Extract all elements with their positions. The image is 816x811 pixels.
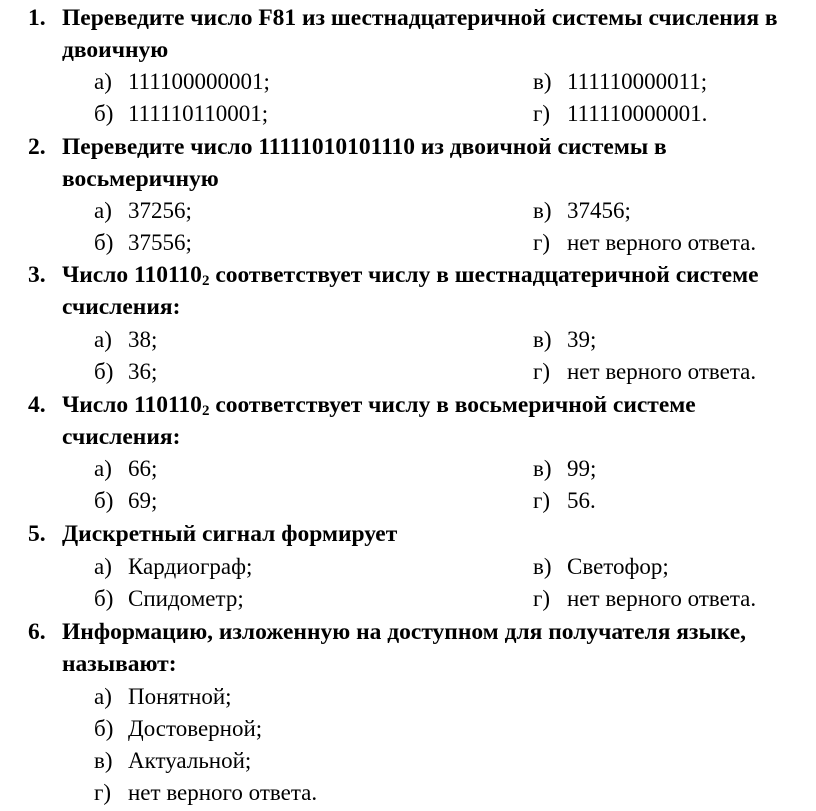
answer-option [533, 195, 631, 227]
option-letter: а) [94, 69, 112, 94]
option-letter: г) [533, 101, 551, 126]
question-text: Число $110110_2$ соответствует числу в шестнадцатеричной системе [62, 262, 759, 289]
option-letter: г) [533, 488, 551, 513]
answer-option [94, 227, 192, 259]
option-letter: б) [94, 716, 114, 741]
question-text: Дискретный сигнал формирует [62, 521, 398, 547]
answer-option [533, 583, 756, 615]
answer-option [94, 681, 232, 713]
option-text: 37456; [567, 198, 631, 223]
option-letter: б) [94, 488, 114, 513]
option-letter: б) [94, 230, 114, 255]
answer-option [533, 66, 707, 98]
option-text: 37556; [128, 230, 192, 255]
subscript-base: 2 [201, 273, 210, 289]
question-text: Информацию, изложенную на доступном для получателя языке, [62, 619, 747, 645]
option-letter: г) [533, 230, 551, 255]
option-letter: а) [94, 554, 112, 579]
answer-option [94, 356, 157, 388]
option-text: нет верного ответа. [567, 230, 757, 255]
option-letter: в) [533, 327, 552, 352]
question-text: называют: [62, 651, 177, 677]
option-text: Кардиограф; [128, 554, 253, 579]
option-text: 56. [567, 488, 596, 513]
option-text: нет верного ответа. [128, 780, 318, 805]
option-text: Актуальной; [128, 748, 252, 773]
option-letter: б) [94, 101, 114, 126]
answer-option [533, 551, 669, 583]
answer-option [94, 195, 192, 227]
answer-option [533, 98, 707, 130]
answer-option [94, 777, 317, 809]
answer-option [533, 356, 756, 388]
question-number: 4. [28, 392, 46, 418]
option-letter: а) [94, 684, 112, 709]
question-number: 5. [28, 521, 46, 547]
option-letter: а) [94, 327, 112, 352]
answer-option [94, 551, 252, 583]
option-letter: г) [94, 780, 112, 805]
option-letter: г) [533, 586, 551, 611]
option-letter: в) [533, 554, 552, 579]
answer-option [94, 66, 270, 98]
option-text: 111110000001. [567, 101, 708, 126]
answer-option [94, 713, 262, 745]
option-letter: в) [533, 198, 552, 223]
option-text: 36; [128, 359, 158, 384]
option-text: Понятной; [128, 684, 232, 709]
option-text: 39; [567, 327, 597, 352]
option-text: 111100000001; [128, 69, 270, 94]
answer-option [94, 583, 244, 615]
question-number: 2. [28, 134, 46, 160]
question-text: Переведите число F81 из шестнадцатеричной системы счисления в [62, 5, 778, 31]
answer-option [94, 453, 157, 485]
answer-option [94, 485, 157, 517]
option-text: 37256; [128, 198, 192, 223]
option-text: Светофор; [567, 554, 669, 579]
option-letter: а) [94, 198, 112, 223]
option-letter: в) [533, 456, 552, 481]
option-text: 66; [128, 456, 158, 481]
question-text: счисления: [62, 424, 181, 450]
option-letter: а) [94, 456, 112, 481]
question-number: 3. [28, 262, 46, 288]
question-text: восьмеричную [62, 166, 219, 192]
option-text: 111110000011; [567, 69, 708, 94]
option-letter: в) [533, 69, 552, 94]
answer-option [94, 745, 251, 777]
option-text: 38; [128, 327, 158, 352]
question-number: 6. [28, 619, 46, 645]
option-text: 111110110001; [128, 101, 269, 126]
option-text: 99; [567, 456, 597, 481]
option-text: Достоверной; [128, 716, 263, 741]
subscript-base: 2 [201, 403, 210, 419]
option-text: нет верного ответа. [567, 359, 757, 384]
answer-option [533, 485, 596, 517]
answer-option [94, 324, 157, 356]
option-letter: б) [94, 586, 114, 611]
option-text: 69; [128, 488, 158, 513]
option-letter: в) [94, 748, 113, 773]
answer-option [533, 227, 756, 259]
question-text: Число $110110_2$ соответствует числу в восьмеричной системе [62, 392, 696, 419]
option-text: Спидометр; [128, 586, 244, 611]
answer-option [533, 453, 596, 485]
question-text: счисления: [62, 294, 181, 320]
question-text: Переведите число 11111010101110 из двоичной системы в [62, 134, 667, 160]
option-text: нет верного ответа. [567, 586, 757, 611]
question-text: двоичную [62, 37, 169, 63]
question-number: 1. [28, 5, 46, 31]
answer-option [94, 98, 268, 130]
option-letter: г) [533, 359, 551, 384]
option-letter: б) [94, 359, 114, 384]
answer-option [533, 324, 596, 356]
